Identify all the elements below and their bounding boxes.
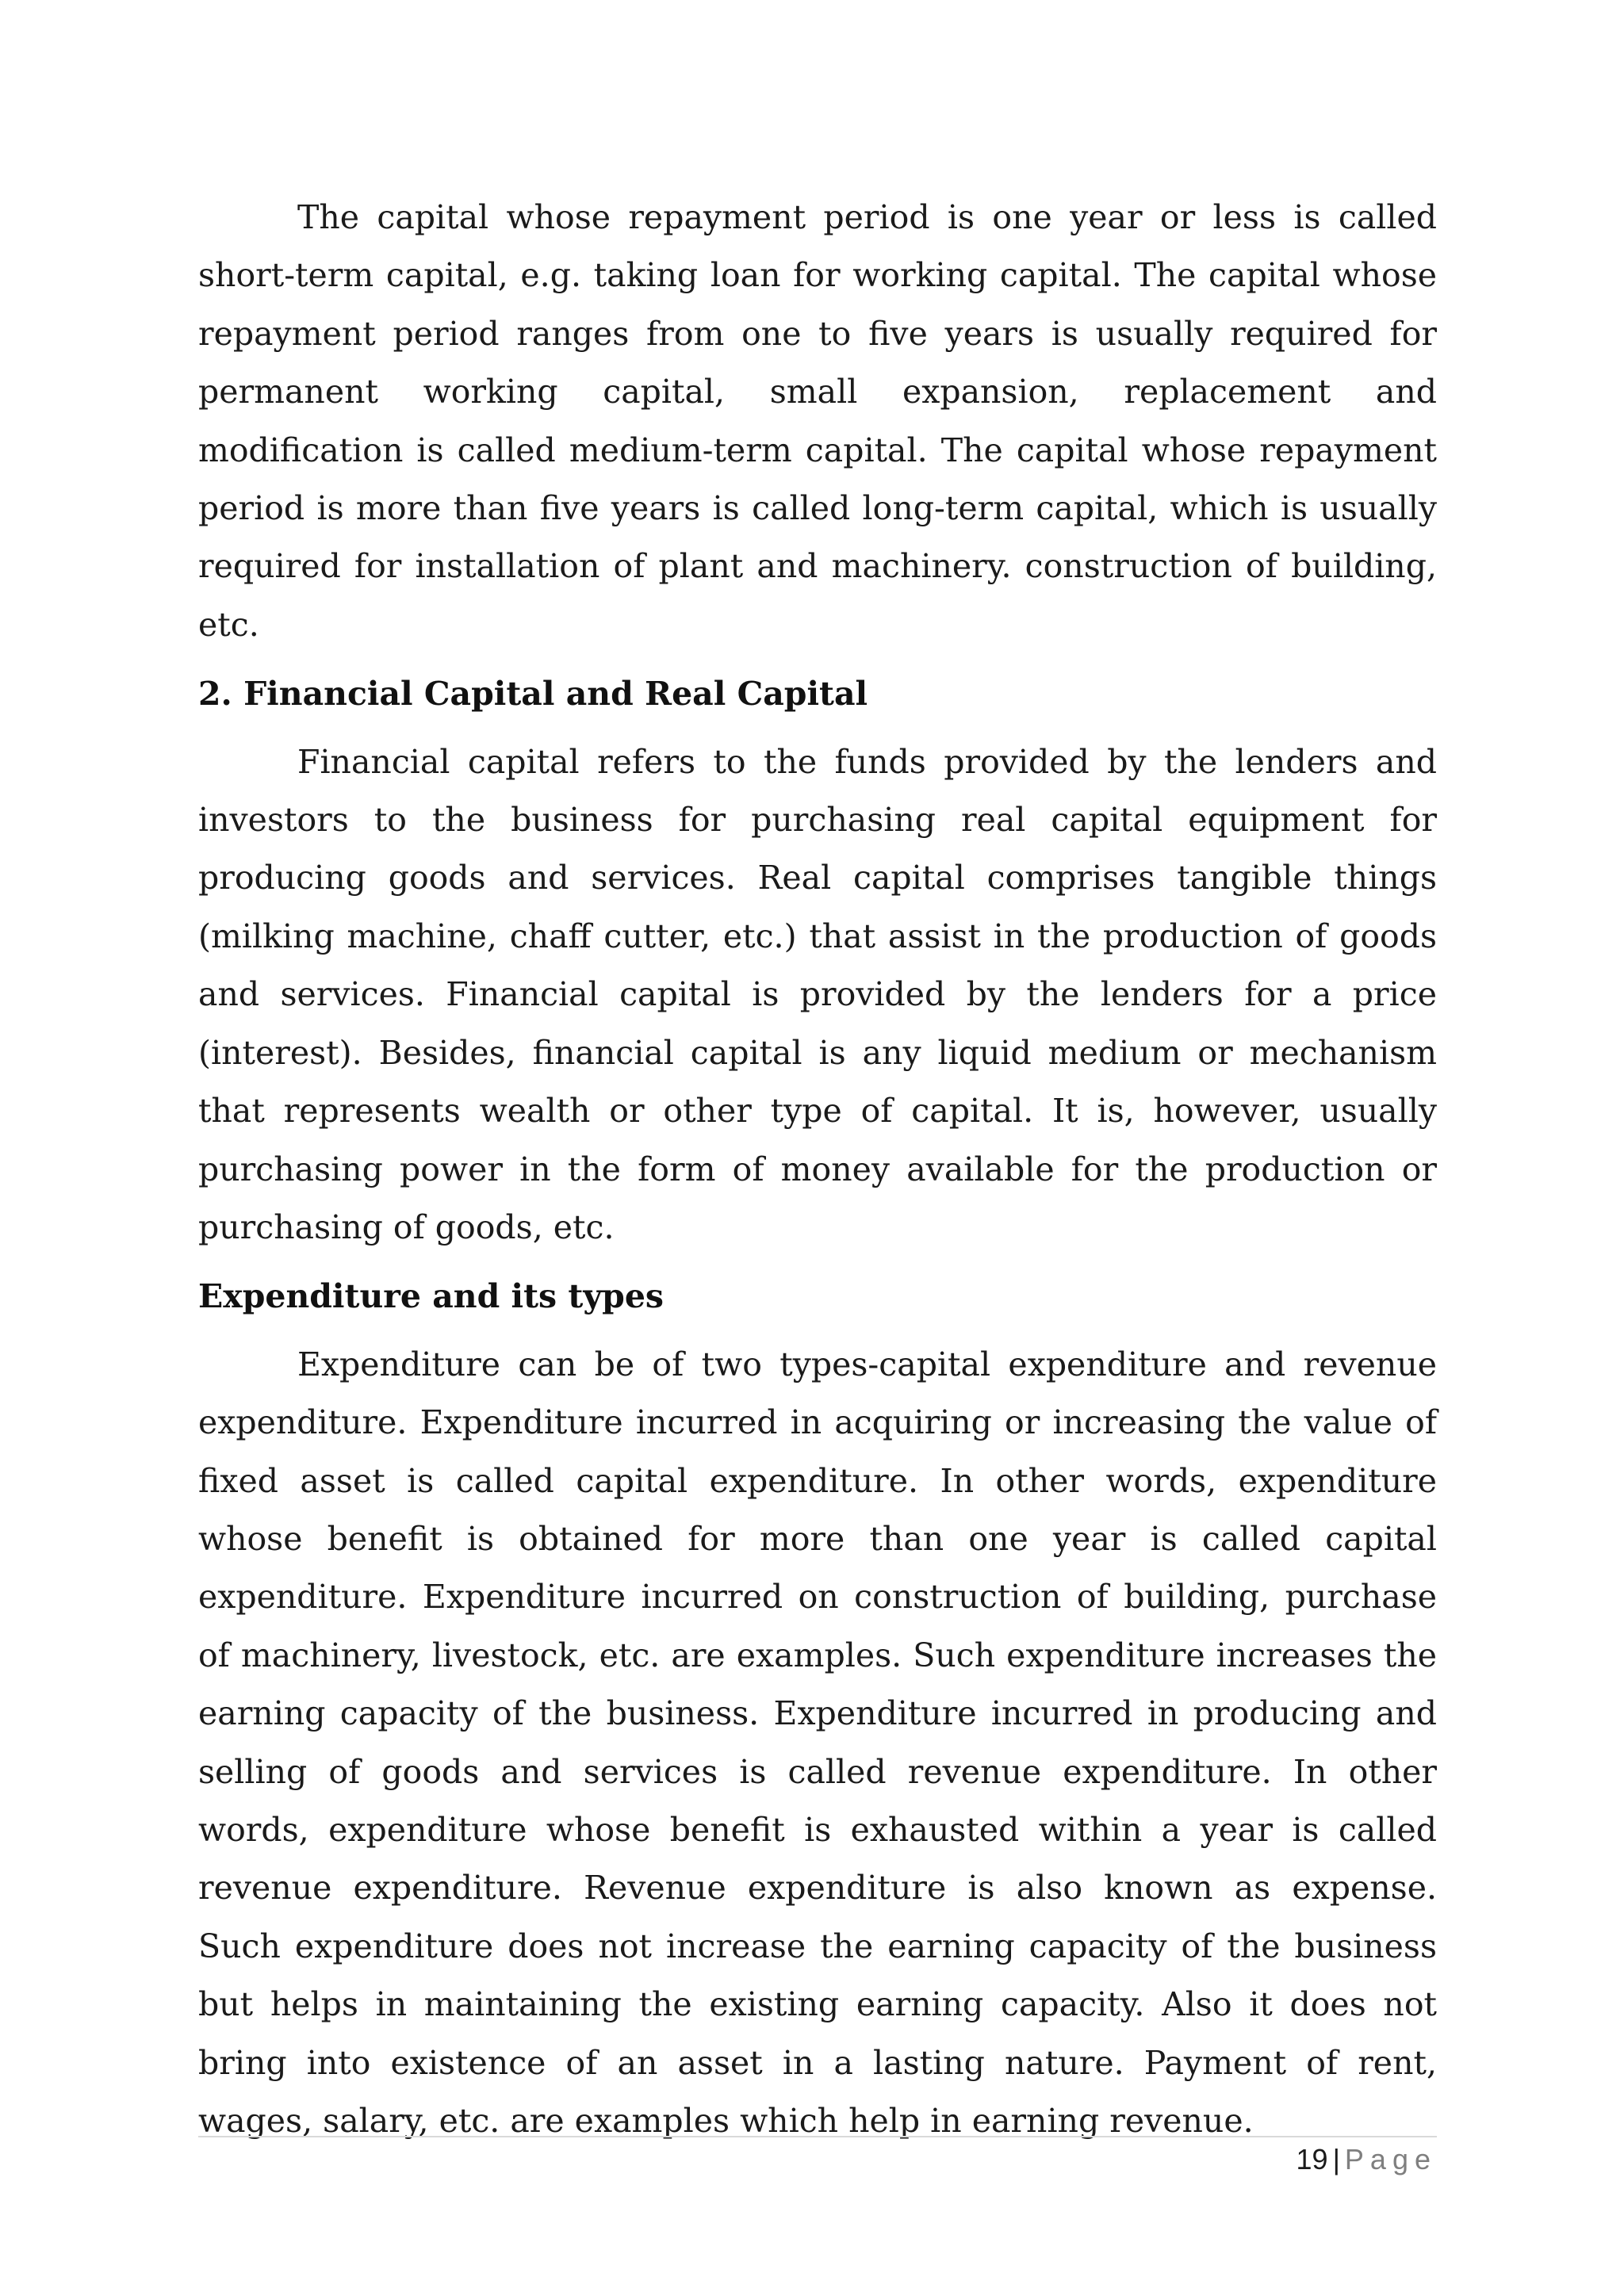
page-number: 19 (1296, 2143, 1328, 2175)
paragraph-capital-term: The capital whose repayment period is one year or less is called short-term capital, e.g. taking loan for working capital. The capital whose repayment period ranges from one to five years is usually required for permanent working capital, small expansion, replacement and modification is called medium-term capital. The capital whose repayment period is more than five years is called long-term capital, which is usually required for installation of plant and machinery. construction of building, etc. (198, 198, 1437, 644)
footer-separator: | (1332, 2143, 1340, 2175)
paragraph-expenditure: Expenditure can be of two types-capital expenditure and revenue expenditure. Expenditure incurred in acquiring or increasing the value of fixed asset is called capital expenditure. In other words, expenditure whose benefit is obtained for more than one year is called capital expenditure. Expenditure incurred on construction of building, purchase of machinery, livestock, etc. are examples. Such expenditure increases the earning capacity of the business. Expenditure incurred in producing and selling of goods and services is called revenue expenditure. In other words, expenditure whose benefit is exhausted within a year is called revenue expenditure. Revenue expenditure is also known as expense. Such expenditure does not increase the earning capacity of the business but helps in maintaining the existing earning capacity. Also it does not bring into existence of an asset in a lasting nature. Payment of rent, wages, salary, etc. are examples which help in earning revenue. (198, 1345, 1437, 2140)
section-heading-financial-real-capital: 2. Financial Capital and Real Capital (198, 675, 868, 714)
footer-divider (198, 2136, 1437, 2137)
page-label: Page (1344, 2143, 1437, 2175)
section-heading-expenditure-types: Expenditure and its types (198, 1277, 664, 1316)
paragraph-financial-capital: Financial capital refers to the funds provided by the lenders and investors to the business for purchasing real capital equipment for producing goods and services. Real capital comprises tangible things (milking machine, chaff cutter, etc.) that assist in the production of goods and services. Financial capital is provided by the lenders for a price (interest). Besides, financial capital is any liquid medium or mechanism that represents wealth or other type of capital. It is, however, usually purchasing power in the form of money available for the production or purchasing of goods, etc. (198, 742, 1437, 1246)
page-body (198, 189, 1437, 2150)
page-footer (1297, 2141, 1437, 2179)
